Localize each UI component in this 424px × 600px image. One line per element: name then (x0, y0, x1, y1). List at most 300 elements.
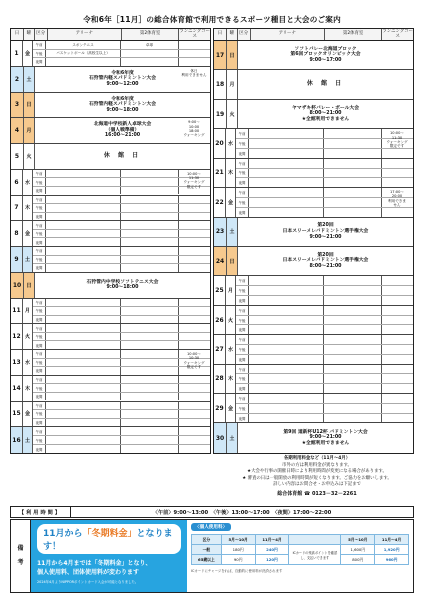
day-of-week: 月 (23, 299, 33, 324)
event-label: 第20回 日本スリーメレバドミントン選手権大会 8:00〜21:00 (282, 252, 369, 269)
arena-cell (46, 359, 121, 367)
slot-row (33, 213, 210, 221)
slot-row (236, 286, 413, 296)
gym2-cell (324, 178, 382, 187)
arena-cell (249, 208, 324, 217)
gym2-cell (324, 169, 382, 178)
gym2-cell (324, 384, 382, 393)
running-cell (179, 427, 210, 435)
gym2-cell (324, 365, 382, 374)
fee-cell: 120円 (255, 555, 289, 565)
running-note: 9:00〜 10:00 18:00 ウォーキング (183, 120, 205, 138)
running-cell (382, 208, 413, 217)
notes-line: 各期利用料金など（11月〜4月） (283, 456, 351, 461)
day-row (214, 159, 413, 188)
slot-label: 午前 (236, 276, 249, 285)
notes-line: ★ 審査の日は一般開放の利用時間が短くなります。ご協力をお願いします。 (242, 475, 392, 481)
slot-row (33, 324, 210, 333)
day-of-week: 金 (226, 188, 236, 216)
day-number: 3 (11, 93, 24, 118)
banner-prefix: 11月から (43, 529, 83, 539)
gym2-cell (121, 359, 179, 367)
event-label: 第20回 日本スリーメレバドミントン選手権大会 9:00〜21:00 (282, 223, 369, 240)
arena-cell (46, 350, 121, 358)
day-number: 16 (11, 427, 23, 453)
remarks-label (11, 520, 31, 592)
fee-row-label: 65歳以上 (192, 555, 222, 565)
arena-cell (46, 427, 121, 435)
day-row (214, 306, 413, 335)
day-row (11, 299, 210, 325)
day-of-week: 木 (23, 376, 33, 401)
slot-label: 午後 (236, 316, 249, 325)
running-note: 17:00〜 20:00 利用できま せん (388, 190, 406, 208)
slot-label: 午後 (33, 178, 46, 186)
running-cell (382, 159, 413, 168)
slot-row (236, 404, 413, 414)
running-cell (382, 394, 413, 403)
day-row (11, 247, 210, 273)
day-of-week: 金 (23, 41, 33, 66)
day-of-week: 日 (24, 273, 35, 298)
arena-cell (249, 365, 324, 374)
running-cell (179, 384, 210, 392)
gym2-cell (324, 355, 382, 364)
slot-label: 夜間 (33, 393, 46, 401)
arena-cell (46, 341, 121, 349)
running-cell (179, 445, 210, 453)
gym2-cell (121, 341, 179, 349)
slot-label: 夜間 (33, 445, 46, 453)
slot-label: 午後 (33, 333, 46, 341)
remarks-section (10, 519, 414, 593)
arena-cell (46, 402, 121, 410)
day-row (214, 394, 413, 423)
gym2-cell (121, 333, 179, 341)
day-of-week: 月 (226, 276, 236, 304)
slot-label: 夜間 (33, 419, 46, 427)
column-header: ランニングコース (382, 28, 413, 39)
slot-row (236, 325, 413, 334)
slot-label: 午前 (33, 350, 46, 358)
running-cell (179, 221, 210, 229)
day-row (214, 218, 413, 247)
event-label: ソフトバレー北海道ブロック 第6回ブロックオリンピック大会 9:00〜17:00 (290, 46, 361, 63)
slot-row (33, 58, 210, 66)
running-cell (179, 230, 210, 238)
fee-cell: 1,920円 (375, 545, 409, 555)
gym2-cell (121, 230, 179, 238)
column-header: アリーナ (251, 29, 325, 40)
gym2-cell (324, 129, 382, 138)
slot-label: 午前 (33, 402, 46, 410)
hours-bar (10, 506, 414, 518)
slot-label: 夜間 (236, 296, 249, 305)
running-cell (382, 325, 413, 334)
gym2-cell (121, 50, 179, 58)
arena-cell (46, 436, 121, 444)
day-number: 29 (214, 394, 226, 422)
day-row (11, 324, 210, 350)
arena-cell (249, 316, 324, 325)
slot-row (236, 394, 413, 404)
day-number: 24 (214, 247, 227, 275)
fee-header: 5月〜10月 (221, 535, 255, 545)
arena-cell (249, 198, 324, 207)
day-of-week: 火 (227, 100, 238, 128)
day-row (11, 67, 210, 93)
arena-cell (46, 324, 121, 332)
running-cell (179, 204, 210, 212)
running-cell (179, 324, 210, 332)
slot-label: 午後 (33, 50, 46, 58)
slot-row (33, 230, 210, 239)
day-of-week: 火 (226, 306, 236, 334)
running-cell (382, 296, 413, 305)
day-number: 25 (214, 276, 226, 304)
gym2-cell (121, 256, 179, 264)
running-cell (179, 341, 210, 349)
gym2-cell (121, 204, 179, 212)
gym2-cell (324, 208, 382, 217)
gym2-cell (121, 393, 179, 401)
slot-row (33, 445, 210, 453)
running-cell (382, 149, 413, 158)
day-of-week: 月 (24, 118, 35, 143)
slot-row (33, 427, 210, 436)
day-of-week: 金 (23, 221, 33, 246)
slot-row (236, 355, 413, 364)
day-of-week: 日 (227, 41, 238, 69)
slot-row (33, 384, 210, 393)
gym2-cell (121, 58, 179, 66)
arena-cell (46, 238, 121, 246)
slot-label: 夜間 (33, 367, 46, 375)
slot-label: 夜間 (236, 414, 249, 423)
arena-cell (249, 394, 324, 403)
column-header: アリーナ (48, 29, 122, 40)
day-of-week: 月 (227, 70, 238, 98)
remarks-label-char: 備 (17, 544, 24, 552)
gym2-cell (121, 324, 179, 332)
winter-fee-banner (37, 524, 181, 554)
column-header: 区分 (35, 29, 48, 40)
slot-row (236, 316, 413, 326)
day-number: 7 (11, 196, 23, 221)
slot-row (236, 178, 413, 187)
arena-cell (46, 299, 121, 307)
slot-label: 午後 (33, 307, 46, 315)
arena-cell (46, 256, 121, 264)
slot-row (236, 149, 413, 158)
gym2-cell (324, 374, 382, 383)
slot-label: 午後 (33, 256, 46, 264)
arena-cell (249, 178, 324, 187)
promo-line: 11月から4月までは「冬期料金」となり、 (37, 560, 152, 567)
running-cell (382, 169, 413, 178)
gym2-cell (121, 238, 179, 246)
day-row (11, 350, 210, 376)
slot-row (33, 247, 210, 256)
fee-header (289, 535, 341, 545)
gym2-cell (121, 307, 179, 315)
running-cell (382, 374, 413, 383)
arena-cell (46, 445, 121, 453)
banner-highlight: 「冬期料金」 (82, 529, 137, 539)
day-row (11, 93, 210, 119)
column-header: 曜 (24, 29, 35, 40)
gym2-cell (121, 264, 179, 272)
event-label: 石狩管内中学校ソフトテニス大会 9:00〜18:00 (86, 279, 159, 291)
closed-day-label: 休 館 日 (103, 151, 142, 159)
running-note: 休日 利用できません (181, 68, 207, 78)
fee-cell: 90円 (221, 555, 255, 565)
page-title: 令和6年［11月］の総合体育館で利用できるスポーツ種目と大会のご案内 (83, 15, 341, 24)
slot-row (33, 299, 210, 308)
event-label: 第9回 道新杯U12杯 バドミントン大会 9:00〜21:00 ★全館利用できません (283, 429, 368, 446)
running-cell (382, 286, 413, 295)
slot-row (33, 410, 210, 419)
fee-table (191, 534, 409, 565)
slot-label: 午前 (33, 324, 46, 332)
slot-label: 午前 (236, 188, 249, 197)
slot-row (33, 333, 210, 342)
day-number: 30 (214, 423, 227, 452)
fee-cell: 240円 (255, 545, 289, 555)
arena-cell (249, 169, 324, 178)
day-row (11, 144, 210, 170)
running-cell (179, 410, 210, 418)
arena-cell (249, 129, 324, 138)
day-row (214, 247, 413, 276)
arena-cell (249, 414, 324, 423)
notes-line: ★大会や行事の開催日時により利用時間が変更になる場合があります。 (247, 469, 387, 475)
day-number: 23 (214, 218, 227, 246)
gym2-cell (121, 402, 179, 410)
day-row (11, 196, 210, 222)
slot-label: 午前 (33, 247, 46, 255)
slot-label: 午後 (236, 404, 249, 413)
day-number: 13 (11, 350, 23, 375)
arena-cell (46, 376, 121, 384)
running-cell (179, 196, 210, 204)
day-number: 8 (11, 221, 23, 246)
slot-row (236, 276, 413, 286)
slot-label: 午前 (236, 335, 249, 344)
hours-value: 〈午前〉9:00〜13:00 〈午後〉13:00〜17:00 〈夜間〉17:00〜22:00 (152, 509, 332, 516)
slot-row (236, 296, 413, 305)
day-of-week: 土 (227, 423, 238, 452)
slot-label: 午前 (33, 196, 46, 204)
running-cell (179, 213, 210, 221)
schedule-table-left (10, 28, 211, 454)
day-row (11, 376, 210, 402)
slot-label: 午後 (236, 198, 249, 207)
fee-cell: 960円 (375, 555, 409, 565)
day-of-week: 日 (24, 93, 35, 118)
schedule-header (214, 29, 413, 41)
gym2-text (121, 58, 178, 66)
gym2-cell (324, 149, 382, 158)
gym2-cell (324, 414, 382, 423)
day-row (214, 365, 413, 394)
slot-label: 夜間 (236, 149, 249, 158)
arena-cell (46, 419, 121, 427)
arena-cell (249, 188, 324, 197)
slot-label: 午後 (236, 139, 249, 148)
arena-cell (249, 384, 324, 393)
winter-fee-promo (31, 520, 187, 592)
arena-cell (46, 367, 121, 375)
arena-cell (46, 178, 121, 186)
gym2-cell (324, 325, 382, 334)
day-of-week: 土 (24, 67, 35, 92)
day-of-week: 土 (23, 427, 33, 453)
gym2-cell (324, 188, 382, 197)
slot-row (236, 208, 413, 217)
day-of-week: 木 (226, 159, 236, 187)
gym2-cell (324, 316, 382, 325)
slot-row (33, 256, 210, 265)
gym2-cell (121, 384, 179, 392)
day-row (11, 427, 210, 453)
day-number: 18 (214, 70, 227, 98)
arena-cell (249, 286, 324, 295)
slot-label: 夜間 (33, 213, 46, 221)
banner-suffix: となります！ (43, 529, 173, 552)
day-of-week: 日 (227, 247, 238, 275)
arena-cell (46, 196, 121, 204)
slot-label: 午後 (33, 384, 46, 392)
arena-cell (249, 355, 324, 364)
remarks-label-char: 考 (17, 559, 24, 566)
slot-label: 午後 (33, 204, 46, 212)
arena-cell (249, 404, 324, 413)
day-row (11, 402, 210, 428)
slot-label: 午前 (236, 306, 249, 315)
day-number: 17 (214, 41, 227, 69)
contact-phone: 総合体育館 ☎ 0123－32－2261 (277, 491, 357, 498)
arena-cell (249, 139, 324, 148)
slot-label: 午後 (236, 345, 249, 354)
arena-cell (46, 41, 121, 49)
arena-text (46, 58, 120, 66)
slot-label: 午後 (33, 230, 46, 238)
slot-label: 午前 (33, 41, 46, 49)
day-of-week: 木 (226, 365, 236, 393)
gym2-cell (121, 196, 179, 204)
slot-label: 夜間 (236, 384, 249, 393)
running-cell (179, 376, 210, 384)
slot-row (236, 306, 413, 316)
gym2-cell (121, 436, 179, 444)
running-cell (382, 316, 413, 325)
slot-row (33, 221, 210, 230)
day-number: 27 (214, 335, 226, 363)
day-row (214, 276, 413, 305)
arena-cell (46, 50, 121, 58)
gym2-cell (324, 139, 382, 148)
fee-header: 5月〜10月 (341, 535, 375, 545)
gym2-text: 卓球 (145, 42, 154, 47)
day-number: 21 (214, 159, 226, 187)
gym2-cell (324, 296, 382, 305)
arena-cell (46, 410, 121, 418)
day-row (11, 118, 210, 144)
slot-row (236, 365, 413, 375)
day-number: 5 (11, 144, 24, 169)
day-row (11, 221, 210, 247)
day-number: 6 (11, 170, 23, 195)
slot-row (236, 335, 413, 345)
day-number: 11 (11, 299, 23, 324)
day-row (214, 188, 413, 217)
slot-label: 午前 (33, 376, 46, 384)
gym2-cell (324, 286, 382, 295)
gym2-cell (121, 419, 179, 427)
gym2-cell (121, 41, 179, 49)
arena-cell (249, 345, 324, 354)
day-row (214, 129, 413, 158)
day-number: 4 (11, 118, 24, 143)
day-number: 20 (214, 129, 226, 157)
event-label: ヤマザキ杯バレー・ボール大会 8:00〜21:00 ★全館利用できません (291, 105, 360, 122)
running-cell (179, 402, 210, 410)
slot-label: 午後 (33, 410, 46, 418)
slot-label: 午前 (33, 221, 46, 229)
arena-cell (46, 264, 121, 272)
notes-line: 詳しい内容はお問合せ・お申込みは下記まで (273, 482, 361, 488)
promo-line: 個人使用料、団体使用料が変わります (37, 569, 140, 576)
running-cell (179, 238, 210, 246)
arena-cell (46, 187, 121, 195)
arena-cell (46, 213, 121, 221)
day-number: 2 (11, 67, 24, 92)
gym2-cell (324, 198, 382, 207)
slot-row (33, 264, 210, 272)
slot-label: 午前 (33, 299, 46, 307)
slot-label: 夜間 (33, 264, 46, 272)
day-row (214, 423, 413, 452)
running-cell (179, 299, 210, 307)
arena-cell (46, 58, 121, 66)
gym2-cell (324, 335, 382, 344)
gym2-cell (121, 427, 179, 435)
event-label: 令和6年度 石狩管内軽スパドミントン大会 9:00〜18:00 (88, 96, 157, 113)
arena-cell (249, 296, 324, 305)
day-row (214, 100, 413, 129)
fee-header: 11月〜4月 (255, 535, 289, 545)
event-label: 北海道中学校新人卓球大会 （個人戦準備） 16:00〜21:00 (93, 122, 152, 139)
day-number: 12 (11, 324, 23, 349)
running-cell (179, 333, 210, 341)
day-number: 9 (11, 247, 23, 272)
slot-label: 夜間 (33, 316, 46, 324)
gym2-cell (121, 316, 179, 324)
fee-cell: 800円 (341, 555, 375, 565)
running-cell (179, 393, 210, 401)
fee-mid-note: ICカードの残高ポイントを確認し、支払いできます (289, 545, 341, 565)
closed-day-label: 休 館 日 (306, 80, 345, 88)
gym2-text (121, 50, 178, 58)
gym2-cell (121, 187, 179, 195)
slot-label: 午前 (33, 427, 46, 435)
running-cell (382, 345, 413, 354)
slot-label: 午後 (236, 374, 249, 383)
slot-label: 午後 (33, 359, 46, 367)
gym2-cell (121, 299, 179, 307)
column-header: 第2体育室 (122, 29, 179, 40)
